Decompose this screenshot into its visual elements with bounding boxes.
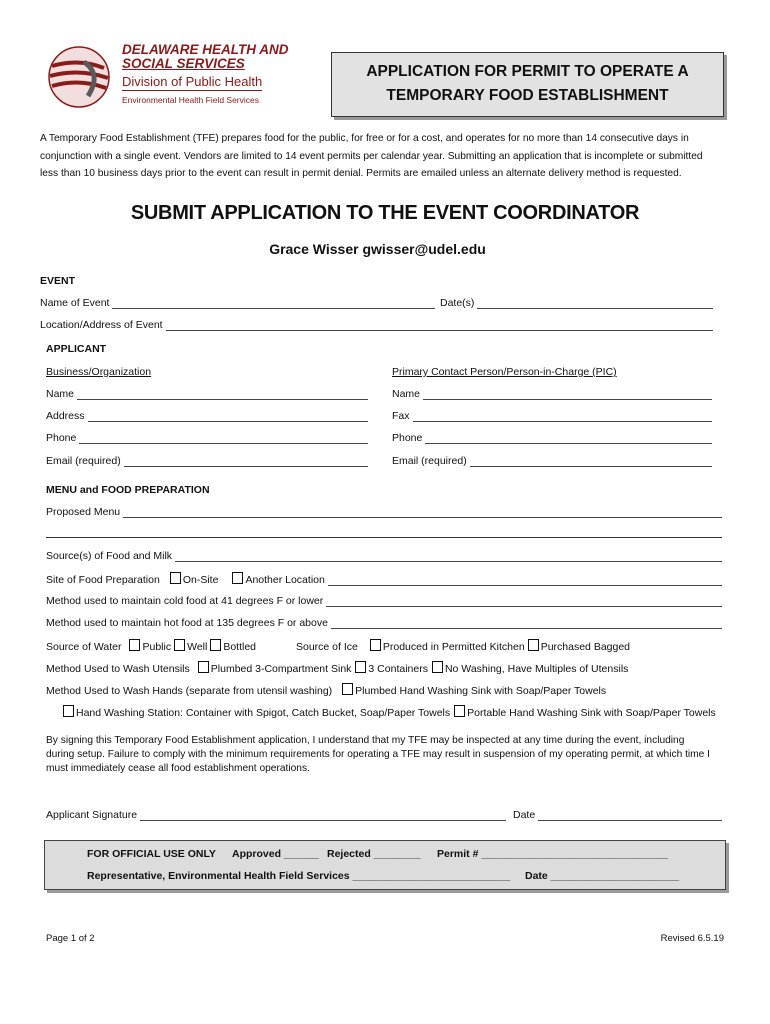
pic-email-row xyxy=(392,455,712,467)
pic-heading: Primary Contact Person/Person-in-Charge (PIC) xyxy=(392,366,617,378)
signature-field[interactable] xyxy=(140,811,506,821)
agreement-line3: must immediately cease all food establishment operations. xyxy=(46,763,310,774)
food-sources-field[interactable] xyxy=(175,552,722,562)
event-dates-label: Date(s) xyxy=(440,297,475,309)
business-phone-field[interactable] xyxy=(79,434,368,444)
produced-ice-label: Produced in Permitted Kitchen xyxy=(382,641,525,653)
event-location-row xyxy=(40,319,713,331)
agreement-line1: By signing this Temporary Food Establishment application, I understand that my TFE may be inspected at any time during the event, including xyxy=(46,735,685,746)
pic-name-field[interactable] xyxy=(423,390,712,400)
pic-phone-row xyxy=(392,432,712,444)
intro-paragraph xyxy=(40,130,730,183)
business-email-row xyxy=(46,455,368,467)
official-date-field[interactable]: Date ______________________ xyxy=(525,870,680,882)
pic-name-row xyxy=(392,388,712,400)
business-name-field[interactable] xyxy=(77,390,368,400)
proposed-menu-field[interactable] xyxy=(123,508,722,518)
intro-line3: less than 10 business days prior to the event can result in permit denial. Permits are emailed unless an alternate delivery method is requested. xyxy=(40,168,682,179)
signature-date-field[interactable] xyxy=(538,811,722,821)
pic-phone-label: Phone xyxy=(392,432,423,444)
proposed-menu-row xyxy=(46,506,722,518)
intro-line1: A Temporary Food Establishment (TFE) prepares food for the public, for free or for a cost, and operates for no more than 14 consecutive days in xyxy=(40,133,689,144)
station-label: Hand Washing Station: Container with Spigot, Catch Bucket, Soap/Paper Towels xyxy=(76,707,451,719)
utensils-row xyxy=(46,661,628,675)
signature-date-row xyxy=(513,809,722,821)
revision-date: Revised 6.5.19 xyxy=(660,933,724,944)
approved-field[interactable]: Approved ______ xyxy=(232,848,319,860)
hands-row-2 xyxy=(63,705,716,719)
well-water-label: Well xyxy=(187,641,208,653)
food-sources-label: Source(s) of Food and Milk xyxy=(46,550,173,562)
business-heading: Business/Organization xyxy=(46,366,152,378)
business-phone-label: Phone xyxy=(46,432,77,444)
dhss-logo xyxy=(44,44,114,110)
food-sources-row xyxy=(46,550,722,562)
event-dates-field[interactable] xyxy=(477,299,713,309)
applicant-heading: APPLICANT xyxy=(46,343,107,355)
plumbed-hand-label: Plumbed Hand Washing Sink with Soap/Paper Towels xyxy=(355,685,607,697)
event-name-row xyxy=(40,297,435,309)
org-name-line2: SOCIAL SERVICES xyxy=(122,56,245,71)
business-address-label: Address xyxy=(46,410,85,422)
signature-label: Applicant Signature xyxy=(46,809,138,821)
onsite-checkbox[interactable] xyxy=(170,572,181,584)
ice-source-row xyxy=(296,639,630,653)
cold-method-field[interactable] xyxy=(326,597,722,607)
event-name-label: Name of Event xyxy=(40,297,110,309)
produced-ice-checkbox[interactable] xyxy=(370,639,381,651)
purchased-ice-label: Purchased Bagged xyxy=(540,641,631,653)
water-source-row xyxy=(46,639,256,653)
form-title-box xyxy=(331,52,724,117)
intro-line2: conjunction with a single event. Vendors are limited to 14 event permits per calendar year. Submitting an application that is incomplete or submitted xyxy=(40,150,703,162)
another-location-checkbox[interactable] xyxy=(232,572,243,584)
event-heading: EVENT xyxy=(40,275,76,287)
hands-row xyxy=(46,683,606,697)
menu-heading: MENU and FOOD PREPARATION xyxy=(46,484,210,496)
site-prep-row xyxy=(46,572,722,586)
bottled-water-checkbox[interactable] xyxy=(210,639,221,651)
coordinator-contact: Grace Wisser gwisser@udel.edu xyxy=(269,241,486,257)
hot-method-row xyxy=(46,617,722,629)
plumbed3-checkbox[interactable] xyxy=(198,661,209,673)
pic-email-field[interactable] xyxy=(470,457,712,467)
rejected-field[interactable]: Rejected ________ xyxy=(327,848,421,860)
bottled-water-label: Bottled xyxy=(223,641,257,653)
no-washing-checkbox[interactable] xyxy=(432,661,443,673)
portable-checkbox[interactable] xyxy=(454,705,465,717)
hands-label: Method Used to Wash Hands (separate from utensil washing) xyxy=(46,685,333,697)
pic-fax-field[interactable] xyxy=(413,412,712,422)
pic-fax-row xyxy=(392,410,712,422)
three-containers-label: 3 Containers xyxy=(368,663,428,675)
hot-method-label: Method used to maintain hot food at 135 degrees F or above xyxy=(46,617,328,629)
plumbed3-label: Plumbed 3-Compartment Sink xyxy=(210,663,352,675)
business-email-field[interactable] xyxy=(124,457,368,467)
business-phone-row xyxy=(46,432,368,444)
agreement-line2: during setup. Failure to comply with the minimum requirements for operating a TFE may result in suspension of my operating permit, at which time I xyxy=(46,749,710,760)
page-number: Page 1 of 2 xyxy=(46,933,95,944)
proposed-menu-label: Proposed Menu xyxy=(46,506,121,518)
pic-email-label: Email (required) xyxy=(392,455,467,467)
representative-field[interactable]: Representative, Environmental Health Field Services ___________________________ xyxy=(87,870,511,882)
event-name-field[interactable] xyxy=(112,299,435,309)
ice-source-label: Source of Ice xyxy=(296,641,358,653)
site-prep-label: Site of Food Preparation xyxy=(46,574,160,586)
public-water-label: Public xyxy=(142,641,172,653)
submit-heading: SUBMIT APPLICATION TO THE EVENT COORDINATOR xyxy=(130,202,640,224)
signature-row xyxy=(46,809,506,821)
pic-name-label: Name xyxy=(392,388,421,400)
form-title-line1: APPLICATION FOR PERMIT TO OPERATE A xyxy=(366,63,689,80)
proposed-menu-line2[interactable] xyxy=(46,536,722,538)
portable-label: Portable Hand Washing Sink with Soap/Paper Towels xyxy=(467,707,716,719)
pic-phone-field[interactable] xyxy=(425,434,712,444)
business-address-field[interactable] xyxy=(88,412,368,422)
permit-number-field[interactable]: Permit # ________________________________ xyxy=(437,848,669,860)
hot-method-field[interactable] xyxy=(331,619,722,629)
event-dates-row xyxy=(440,297,713,309)
official-use-label: FOR OFFICIAL USE ONLY xyxy=(87,848,216,860)
form-title-line2: TEMPORARY FOOD ESTABLISHMENT xyxy=(386,87,669,104)
plumbed-hand-checkbox[interactable] xyxy=(342,683,353,695)
utensils-label: Method Used to Wash Utensils xyxy=(46,663,190,675)
business-address-row xyxy=(46,410,368,422)
official-use-box xyxy=(44,840,726,890)
agreement-paragraph xyxy=(46,734,726,776)
cold-method-row xyxy=(46,595,722,607)
cold-method-label: Method used to maintain cold food at 41 degrees F or lower xyxy=(46,595,324,607)
water-source-label: Source of Water xyxy=(46,641,122,653)
event-location-field[interactable] xyxy=(166,321,713,331)
business-name-row xyxy=(46,388,368,400)
another-location-label: Another Location xyxy=(245,574,325,586)
org-division: Division of Public Health xyxy=(122,74,263,89)
business-email-label: Email (required) xyxy=(46,455,121,467)
public-water-checkbox[interactable] xyxy=(129,639,140,651)
station-checkbox[interactable] xyxy=(63,705,74,717)
no-washing-label: No Washing, Have Multiples of Utensils xyxy=(444,663,629,675)
org-name-line1: DELAWARE HEALTH AND xyxy=(122,42,289,57)
well-water-checkbox[interactable] xyxy=(174,639,185,651)
onsite-label: On-Site xyxy=(182,574,219,586)
business-name-label: Name xyxy=(46,388,75,400)
another-location-field[interactable] xyxy=(328,576,722,586)
event-location-label: Location/Address of Event xyxy=(40,319,163,331)
org-subdivision: Environmental Health Field Services xyxy=(122,95,260,105)
pic-fax-label: Fax xyxy=(392,410,410,422)
purchased-ice-checkbox[interactable] xyxy=(528,639,539,651)
three-containers-checkbox[interactable] xyxy=(355,661,366,673)
signature-date-label: Date xyxy=(513,809,536,821)
